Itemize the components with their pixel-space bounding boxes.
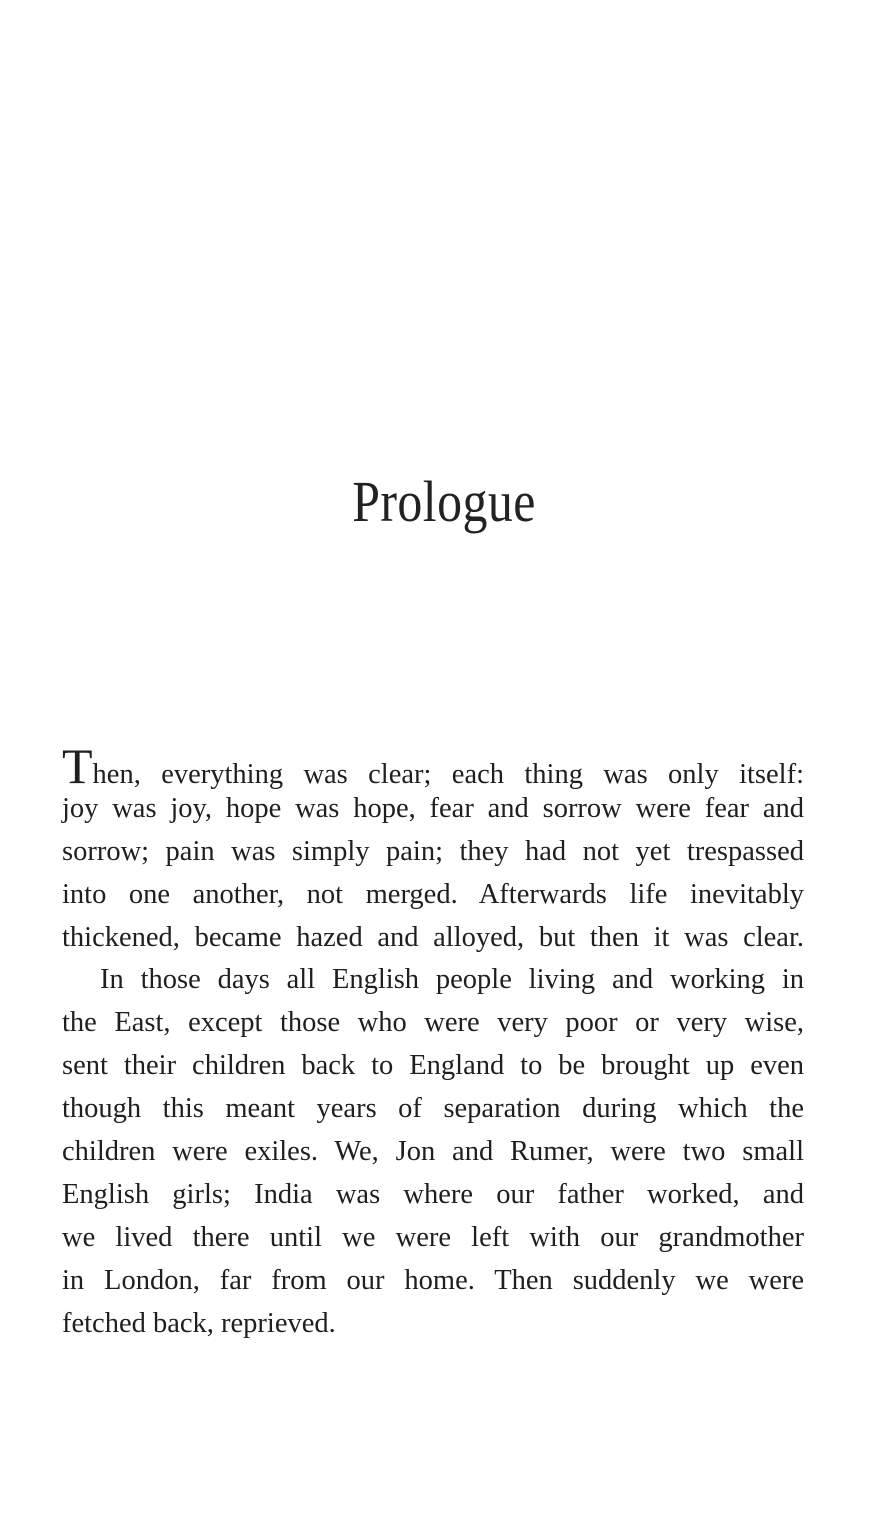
- text-line: sorrow; pain was simply pain; they had not yet trespassed: [62, 835, 804, 867]
- chapter-title: Prologue: [352, 469, 536, 534]
- text-line: into one another, not merged. Afterwards life inevitably: [62, 878, 804, 910]
- text-line-content: hen, everything was clear; each thing was only itself:: [92, 759, 804, 790]
- text-line: thickened, became hazed and alloyed, but then it was clear.: [62, 921, 804, 953]
- text-line: In those days all English people living and working in: [100, 964, 804, 996]
- text-line: we lived there until we were left with our grandmother: [62, 1221, 804, 1253]
- paragraph-1: [62, 738, 804, 959]
- text-line: joy was joy, hope was hope, fear and sorrow were fear and: [62, 792, 804, 824]
- text-line: the East, except those who were very poor or very wise,: [62, 1007, 804, 1039]
- text-line: [62, 738, 804, 794]
- text-line: sent their children back to England to be brought up even: [62, 1050, 804, 1082]
- drop-cap: T: [62, 738, 93, 794]
- text-line: fetched back, reprieved.: [62, 1307, 336, 1339]
- paragraph-2: [62, 959, 804, 1345]
- body-text: [62, 738, 804, 1345]
- text-line: though this meant years of separation during which the: [62, 1093, 804, 1125]
- text-line: in London, far from our home. Then suddenly we were: [62, 1264, 804, 1296]
- text-line: children were exiles. We, Jon and Rumer, were two small: [62, 1136, 804, 1168]
- text-line: English girls; India was where our father worked, and: [62, 1178, 804, 1210]
